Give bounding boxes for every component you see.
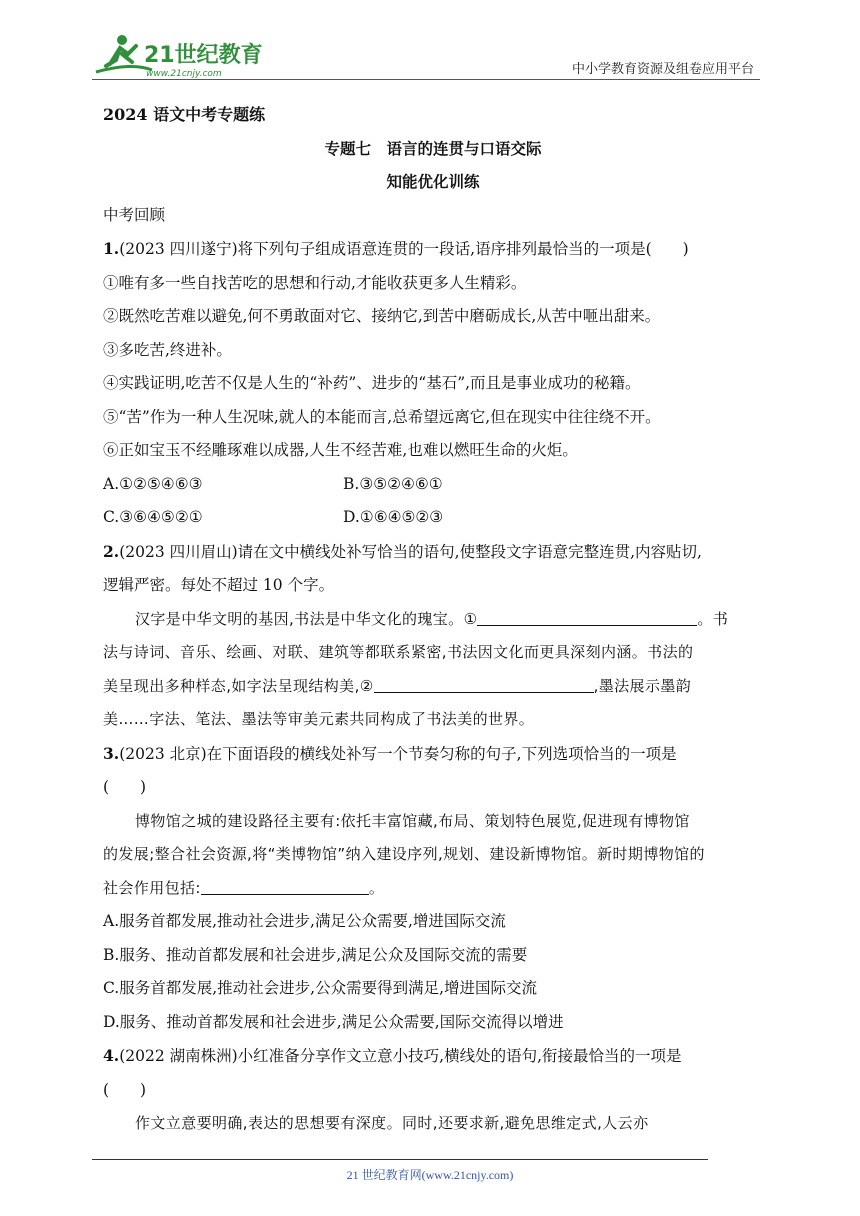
- question-2-stem: 2.(2023 四川眉山)请在文中横线处补写恰当的语句,使整段文字语意完整连贯,内容贴切,: [103, 541, 702, 561]
- logo-text: 21世纪教育: [144, 43, 263, 68]
- option-c: C.服务首都发展,推动社会进步,公众需要得到满足,增进国际交流: [103, 979, 538, 997]
- q1-options-row: [103, 468, 763, 502]
- q2-passage-line: 美呈现出多种样态,如字法呈现结构美,② ,墨法展示墨韵: [103, 676, 692, 695]
- q1-item: ⑥正如宝玉不经雕琢难以成器,人生不经苦难,也难以燃旺生命的火炬。: [103, 441, 578, 459]
- footer-divider: [92, 1159, 708, 1160]
- q1-item: ②既然吃苦难以避免,何不勇敢面对它、接纳它,到苦中磨砺成长,从苦中咂出甜来。: [103, 307, 661, 325]
- question-4-stem-cont: ( ): [103, 1080, 147, 1099]
- answer-blank-1[interactable]: [477, 609, 697, 626]
- q2-passage-line: 美……字法、笔法、墨法等审美元素共同构成了书法美的世界。: [103, 710, 535, 728]
- q3-passage-line: 社会作用包括: 。: [103, 878, 385, 897]
- subtitle: 知能优化训练: [386, 172, 480, 191]
- q1-item: ④实践证明,吃苦不仅是人生的“补药”、进步的“基石”,而且是事业成功的秘籍。: [103, 374, 641, 392]
- document-body: [103, 98, 763, 1141]
- question-number: 3.: [103, 743, 120, 763]
- q1-item: ⑤“苦”作为一种人生况味,就人的本能而言,总希望远离它,但在现实中往往绕不开。: [103, 407, 661, 426]
- question-number: 4.: [103, 1046, 120, 1065]
- question-4-stem: 4.(2022 湖南株洲)小红准备分享作文立意小技巧,横线处的语句,衔接最恰当的一项是: [103, 1046, 682, 1065]
- answer-blank-2[interactable]: [374, 676, 594, 693]
- q1-options-row: [103, 501, 763, 535]
- option-b: B.服务、推动首都发展和社会进步,满足公众及国际交流的需要: [103, 945, 528, 964]
- option-b: B.③⑤②④⑥①: [343, 474, 443, 493]
- page-footer: 21 世纪教育网(www.21cnjy.com): [346, 1168, 514, 1182]
- question-3-stem: 3.(2023 北京)在下面语段的横线处补写一个节奏匀称的句子,下列选项恰当的一项是: [103, 743, 677, 763]
- section-heading: 中考回顾: [103, 205, 166, 224]
- q3-passage-line: 博物馆之城的建设路径主要有:依托丰富馆藏,布局、策划特色展览,促进现有博物馆: [135, 811, 690, 830]
- topic-title: 专题七 语言的连贯与口语交际: [324, 138, 542, 158]
- series-title: 2024 语文中考专题练: [103, 105, 266, 124]
- logo-url: www.21cnjy.com: [146, 69, 222, 79]
- option-d: D.①⑥④⑤②③: [343, 508, 444, 526]
- option-d: D.服务、推动首都发展和社会进步,满足公众需要,国际交流得以增进: [103, 1012, 564, 1031]
- option-a: A.服务首都发展,推动社会进步,满足公众需要,增进国际交流: [103, 912, 506, 930]
- q4-passage-line: 作文立意要明确,表达的思想要有深度。同时,还要求新,避免思维定式,人云亦: [135, 1114, 649, 1132]
- option-c: C.③⑥④⑤②①: [103, 508, 203, 526]
- question-number: 1.: [103, 239, 120, 258]
- q1-item: ③多吃苦,终进补。: [103, 340, 232, 359]
- page-header: [0, 0, 860, 90]
- option-a: A.①②⑤④⑥③: [103, 474, 203, 493]
- question-1-stem: 1.(2023 四川遂宁)将下列句子组成语意连贯的一段话,语序排列最恰当的一项是( ): [103, 239, 689, 258]
- answer-blank[interactable]: [201, 878, 369, 895]
- site-logo: [92, 32, 267, 80]
- q1-item: ①唯有多一些自找苦吃的思想和行动,才能收获更多人生精彩。: [103, 273, 527, 292]
- question-number: 2.: [103, 541, 120, 561]
- question-3-stem-cont: ( ): [103, 778, 147, 796]
- q2-passage-line: 汉字是中华文明的基因,书法是中华文化的瑰宝。① 。书: [135, 609, 729, 628]
- platform-name: 中小学教育资源及组卷应用平台: [571, 62, 754, 77]
- question-2-stem-cont: 逻辑严密。每处不超过 10 个字。: [103, 576, 335, 594]
- q2-passage-line: 法与诗词、音乐、绘画、对联、建筑等都联系紧密,书法因文化而更具深刻内涵。书法的: [103, 643, 694, 661]
- header-divider: [92, 79, 760, 80]
- q3-passage-line: 的发展;整合社会资源,将“类博物馆”纳入建设序列,规划、建设新博物馆。新时期博物馆的: [103, 845, 705, 863]
